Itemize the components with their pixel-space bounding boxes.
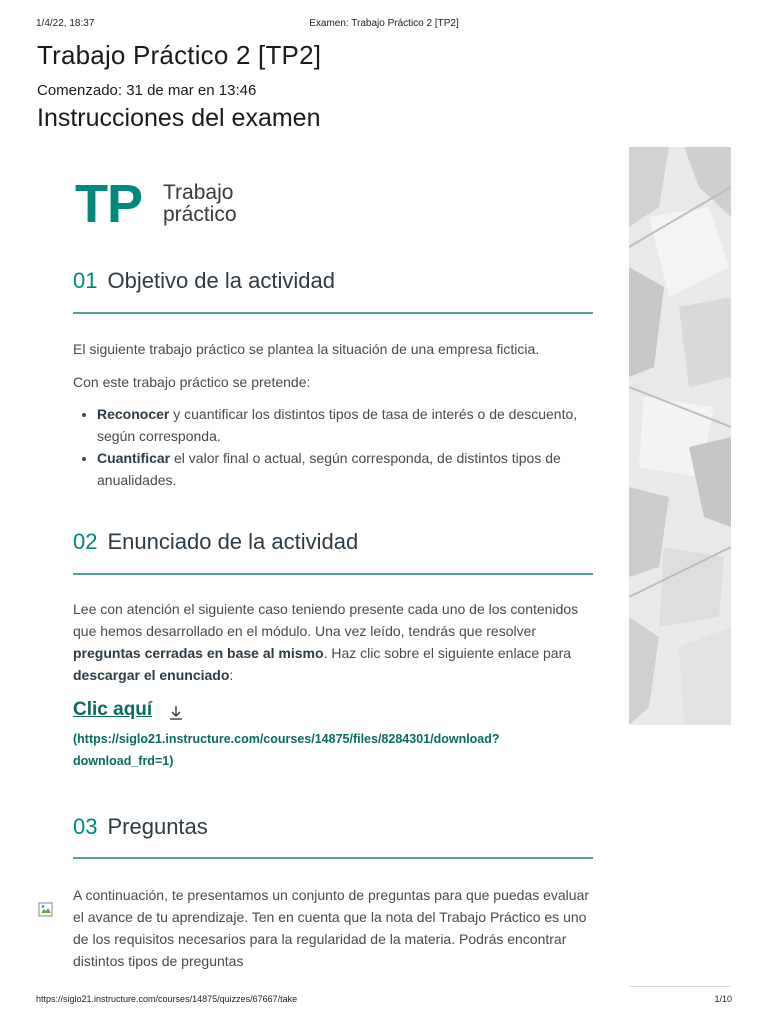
logo-word-2: práctico (163, 203, 237, 226)
section-number: 02 (73, 529, 98, 554)
statement-text-3: : (229, 667, 234, 683)
statement-bold-2: descargar el enunciado (73, 667, 230, 683)
statement-text-2: . Haz clic sobre el siguiente enlace para (323, 645, 572, 661)
statement-paragraph (73, 598, 593, 686)
page-counter: 1/10 (714, 994, 732, 1004)
section-divider (73, 573, 593, 575)
decorative-architecture-banner (629, 147, 731, 725)
architecture-image (629, 147, 731, 725)
print-date: 1/4/22, 18:37 (36, 18, 95, 29)
section-divider (73, 857, 593, 859)
download-url[interactable]: (https://siglo21.instructure.com/courses/14875/files/8284301/download?download_frd=1) (73, 732, 500, 768)
section-title-objective (73, 268, 335, 294)
section-label: Objetivo de la actividad (107, 268, 335, 293)
bullet-bold: Reconocer (97, 406, 170, 422)
section-title-statement (73, 529, 358, 555)
bullet-text: y cuantificar los distintos tipos de tasa de interés o de descuento, según corresponda. (97, 406, 578, 444)
section-number: 03 (73, 814, 98, 839)
print-url: https://siglo21.instructure.com/courses/14875/quizzes/67667/take (36, 994, 298, 1004)
started-timestamp: Comenzado: 31 de mar en 13:46 (37, 82, 257, 99)
download-link[interactable]: Clic aquí (73, 699, 153, 720)
bullet-bold: Cuantificar (97, 450, 171, 466)
objective-paragraph-2: Con este trabajo práctico se pretende: (73, 374, 311, 390)
print-doc-title: Examen: Trabajo Práctico 2 [TP2] (309, 18, 459, 29)
broken-image-icon (38, 902, 54, 918)
list-item (97, 403, 617, 447)
objective-paragraph-1: El siguiente trabajo práctico se plantea la situación de una empresa ficticia. (73, 341, 540, 357)
list-item (97, 447, 617, 491)
bullet-text: el valor final o actual, según corresponda, de distintos tipos de anualidades. (97, 450, 561, 488)
download-icon[interactable] (168, 704, 184, 722)
section-title-questions (73, 814, 208, 840)
page-title: Trabajo Práctico 2 [TP2] (37, 40, 322, 70)
logo-word-1: Trabajo (163, 181, 234, 204)
logo-mark: TP (75, 174, 143, 234)
section-label: Enunciado de la actividad (107, 529, 359, 554)
objective-bullet-list (73, 403, 617, 491)
decorative-divider (629, 986, 731, 987)
statement-text-1: Lee con atención el siguiente caso teniendo presente cada uno de los contenidos que hemos desarrollado en el módulo. Una vez leído, tendrás que resolver (73, 601, 579, 639)
instructions-heading: Instrucciones del examen (37, 104, 321, 132)
statement-bold-1: preguntas cerradas en base al mismo (73, 645, 324, 661)
section-number: 01 (73, 268, 98, 293)
print-header (36, 18, 732, 32)
section-divider (73, 312, 593, 314)
section-label: Preguntas (107, 814, 208, 839)
questions-paragraph: A continuación, te presentamos un conjunto de preguntas para que puedas evaluar el avance de tu aprendizaje. Ten en cuenta que la nota del Trabajo Práctico es uno de los requisitos necesarios para la regularidad de la materia. Podrás encontrar distintos tipos de preguntas (73, 887, 590, 969)
